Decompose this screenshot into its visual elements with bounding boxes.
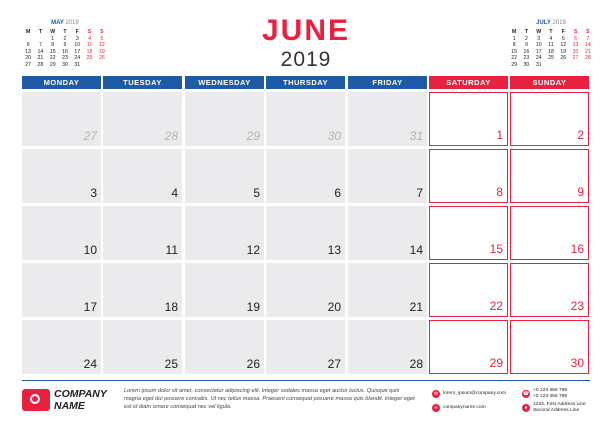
mini-day: 3: [537, 35, 541, 42]
mini-day: 31: [74, 61, 81, 68]
day-number: 1: [496, 128, 503, 142]
weekday-header-monday: MONDAY: [22, 76, 101, 89]
company-name: [54, 388, 107, 412]
mini-day: 1: [51, 35, 55, 42]
mini-day: 12: [560, 42, 567, 49]
mini-day: 14: [584, 42, 591, 49]
mini-day: 5: [100, 35, 104, 42]
mini-day: 10: [535, 42, 542, 49]
mini-day: 23: [62, 55, 68, 62]
day-number: 30: [327, 129, 341, 143]
contact-address: [522, 402, 586, 414]
mini-day: 30: [62, 61, 68, 68]
mini-weekday-label: F: [75, 29, 79, 35]
weekday-header-thursday: THURSDAY: [266, 76, 345, 89]
mini-day: 8: [51, 42, 55, 49]
footer-description: Lorem ipsum dolor sit amet, consectetur adipiscing elit. Integer sodales massa eget auctor luctus. Quisque quis magna eget dui posuere convallis. Ut nec tellus massa. Praesent consequat posuere massa quis blandit. Integer eget est id diam ornare consequat nec vel ligula.: [124, 388, 415, 410]
mini-day: 30: [523, 61, 530, 68]
day-number: 9: [577, 185, 584, 199]
day-number: 5: [253, 186, 260, 200]
mini-weekday-label: M: [25, 29, 31, 35]
day-cell: [266, 320, 345, 374]
day-number: 22: [489, 299, 503, 313]
day-cell: [103, 320, 182, 374]
day-cell: [22, 206, 101, 260]
day-cell: [185, 320, 264, 374]
mini-day: 18: [548, 48, 554, 55]
mini-weekday-label: W: [536, 29, 542, 35]
day-number: 28: [409, 357, 423, 371]
day-number: 14: [409, 243, 423, 257]
weekday-header-wednesday: WEDNESDAY: [185, 76, 264, 89]
day-cell: [103, 149, 182, 203]
mini-day: 5: [561, 35, 565, 42]
day-cell: [429, 149, 508, 203]
month-title: JUNE: [261, 14, 351, 47]
day-cell: [348, 92, 427, 146]
mini-weekday-label: S: [100, 29, 104, 35]
mini-previous-year: 2019: [65, 20, 79, 26]
mini-day: 20: [572, 48, 579, 55]
mini-day: 12: [98, 42, 105, 49]
mini-day: 25: [86, 55, 93, 62]
mini-day: 15: [49, 48, 56, 55]
day-cell: [22, 92, 101, 146]
day-number: 23: [570, 299, 584, 313]
day-cell: [510, 263, 589, 317]
mini-day: 19: [98, 48, 105, 55]
weekday-header-saturday: SATURDAY: [429, 76, 508, 89]
day-number: 29: [489, 356, 503, 370]
mini-weekday-label: T: [38, 29, 42, 35]
day-number: 4: [171, 186, 178, 200]
mini-day: 10: [74, 42, 81, 49]
day-cell: [510, 149, 589, 203]
mini-day: 2: [63, 35, 67, 42]
link-icon: ∞: [432, 404, 440, 412]
email-text: lorem_ipsum@company.com: [443, 391, 507, 396]
mini-day: 2: [524, 35, 528, 42]
company-name-line2: NAME: [54, 400, 85, 412]
mini-day: 8: [512, 42, 516, 49]
day-cell: [266, 92, 345, 146]
mini-day: 27: [572, 55, 579, 62]
mini-day: 27: [25, 61, 32, 68]
mini-day: 3: [75, 35, 79, 42]
day-number: 18: [164, 300, 178, 314]
mini-day: 22: [511, 55, 518, 62]
day-cell: [266, 149, 345, 203]
day-cell: [429, 206, 508, 260]
day-number: 6: [334, 186, 341, 200]
mini-day: 20: [25, 55, 32, 62]
day-cell: [348, 149, 427, 203]
contact-email: [432, 390, 506, 398]
mini-weekday-label: S: [586, 29, 590, 35]
weekday-header-tuesday: TUESDAY: [103, 76, 182, 89]
mini-day: 6: [26, 42, 30, 49]
mini-day: 21: [584, 48, 591, 55]
day-number: 15: [489, 242, 503, 256]
day-cell: [429, 263, 508, 317]
mini-weekday-label: S: [87, 29, 92, 35]
mini-day: 15: [511, 48, 518, 55]
mini-day: 17: [535, 48, 542, 55]
mini-weekday-label: T: [63, 29, 67, 35]
day-cell: [348, 263, 427, 317]
day-number: 31: [409, 129, 423, 143]
mini-day: 19: [560, 48, 567, 55]
day-number: 17: [83, 300, 97, 314]
mini-day: 29: [511, 61, 518, 68]
day-number: 8: [496, 185, 503, 199]
mini-weekday-label: W: [50, 29, 56, 35]
day-cell: [22, 320, 101, 374]
day-cell: [266, 263, 345, 317]
day-cell: [22, 263, 101, 317]
mini-day: 16: [62, 48, 68, 55]
day-cell: [348, 320, 427, 374]
day-number: 29: [246, 129, 260, 143]
mini-day: 14: [37, 48, 44, 55]
mini-day: 7: [38, 42, 42, 49]
mini-day: 24: [74, 55, 81, 62]
day-cell: [185, 206, 264, 260]
mini-day: 31: [535, 61, 542, 68]
mini-day: 13: [572, 42, 579, 49]
contact-phone: [522, 388, 567, 400]
day-number: 16: [570, 242, 584, 256]
day-cell: [103, 92, 182, 146]
day-number: 30: [570, 356, 584, 370]
day-number: 10: [83, 243, 97, 257]
phone-icon: ☎: [522, 391, 530, 397]
day-cell: [266, 206, 345, 260]
day-number: 20: [327, 300, 341, 314]
mini-day: 23: [523, 55, 530, 62]
weekday-header-friday: FRIDAY: [348, 76, 427, 89]
day-cell: [429, 92, 508, 146]
mini-day: 24: [535, 55, 542, 62]
day-cell: [510, 92, 589, 146]
day-number: 13: [327, 243, 341, 257]
day-number: 27: [327, 357, 341, 371]
mini-day: 4: [549, 35, 553, 42]
mini-day: 1: [512, 35, 516, 42]
mini-day: 11: [86, 42, 93, 49]
mini-previous-month: MAY: [51, 20, 64, 26]
mini-day: 29: [49, 61, 56, 68]
day-number: 19: [246, 300, 260, 314]
mini-day: 17: [74, 48, 81, 55]
day-cell: [185, 263, 264, 317]
mini-weekday-label: M: [511, 29, 517, 35]
mini-day: 22: [49, 55, 56, 62]
mini-weekday-label: F: [561, 29, 565, 35]
day-number: 3: [90, 186, 97, 200]
day-number: 28: [164, 129, 178, 143]
phone-line2: +0 123 456 789: [533, 394, 568, 399]
phone-line1: +0 123 456 789: [533, 388, 568, 393]
day-cell: [510, 206, 589, 260]
day-number: 27: [83, 129, 97, 143]
mini-next-year: 2019: [552, 20, 566, 26]
mini-day: 28: [37, 61, 44, 68]
address-line1: 1234, First Address Line: [533, 402, 586, 407]
day-cell: [185, 92, 264, 146]
day-cell: [510, 320, 589, 374]
mini-day: 9: [63, 42, 67, 49]
day-cell: [103, 263, 182, 317]
day-number: 7: [416, 186, 423, 200]
mini-day: 18: [86, 48, 93, 55]
mini-day: 4: [88, 35, 91, 42]
mini-day: 16: [523, 48, 530, 55]
mini-day: 6: [574, 35, 577, 42]
day-number: 24: [83, 357, 97, 371]
address-line2: Second Address Line: [533, 408, 580, 413]
day-number: 2: [577, 128, 584, 142]
map-pin-icon: ●: [522, 404, 530, 412]
mini-day: 25: [548, 55, 554, 62]
weekday-header-sunday: SUNDAY: [510, 76, 589, 89]
mini-next-month: JULY: [536, 20, 551, 26]
day-number: 26: [246, 357, 260, 371]
mini-day: 7: [586, 35, 590, 42]
day-cell: [348, 206, 427, 260]
mini-day: 26: [98, 55, 105, 62]
contact-website: [432, 404, 486, 412]
day-number: 21: [409, 300, 423, 314]
mini-weekday-label: T: [549, 29, 553, 35]
mini-weekday-label: T: [524, 29, 528, 35]
day-number: 12: [246, 243, 260, 257]
camera-icon: [22, 389, 50, 411]
website-text: companyname.com: [443, 405, 486, 410]
mini-day: 21: [37, 55, 44, 62]
day-number: 25: [164, 357, 178, 371]
mini-day: 26: [560, 55, 567, 62]
day-cell: [429, 320, 508, 374]
footer-divider: [22, 380, 590, 381]
day-cell: [185, 149, 264, 203]
envelope-icon: ✉: [433, 391, 439, 397]
day-number: 11: [165, 243, 178, 257]
mini-day: 11: [548, 42, 554, 49]
year-title: 2019: [280, 48, 332, 71]
day-cell: [22, 149, 101, 203]
mini-weekday-label: S: [573, 29, 578, 35]
mini-day: 9: [524, 42, 528, 49]
mini-day: 28: [584, 55, 591, 62]
mini-day: 13: [25, 48, 32, 55]
company-name-line1: COMPANY: [54, 388, 107, 400]
day-cell: [103, 206, 182, 260]
